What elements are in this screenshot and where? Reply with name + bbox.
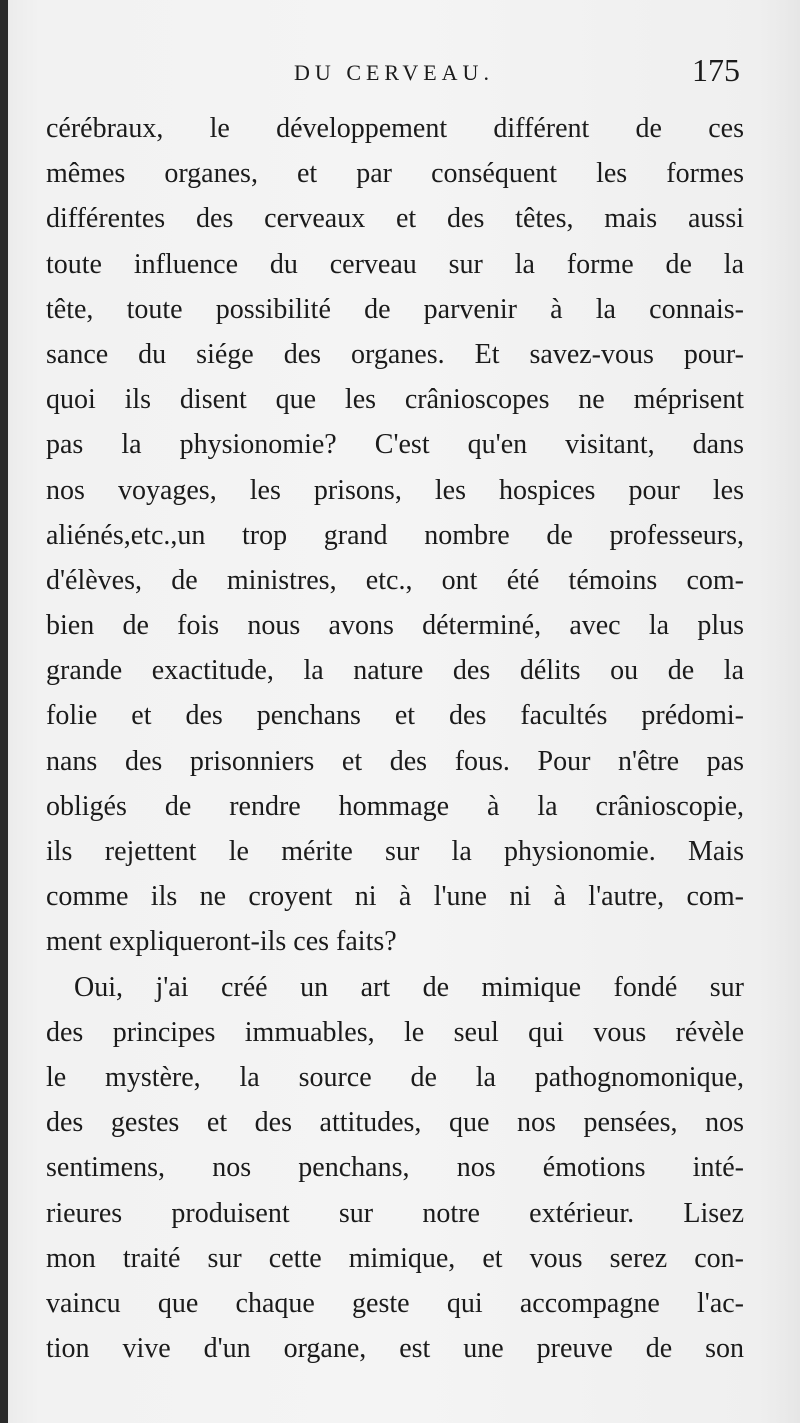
text-line: sentimens, nos penchans, nos émotions inté- (46, 1152, 744, 1184)
body-text (46, 106, 744, 1371)
paragraph-2 (46, 965, 744, 1372)
running-head: DU CERVEAU. (294, 60, 494, 85)
text-line: sance du siége des organes. Et savez-vous pour- (46, 338, 744, 370)
text-line: quoi ils disent que les crânioscopes ne méprisent (46, 384, 744, 416)
text-line: toute influence du cerveau sur la forme de la (46, 248, 744, 280)
text-line: Oui, j'ai créé un art de mimique fondé sur (74, 971, 744, 1003)
text-line: des principes immuables, le seul qui vous révèle (46, 1016, 744, 1048)
paragraph-1 (46, 106, 744, 965)
text-line: obligés de rendre hommage à la crânioscopie, (46, 790, 744, 822)
text-line: tête, toute possibilité de parvenir à la connais- (46, 293, 744, 325)
text-line: mêmes organes, et par conséquent les formes (46, 158, 744, 190)
page-number: 175 (692, 52, 740, 88)
text-line: aliénés,etc.,un trop grand nombre de professeurs, (46, 519, 744, 551)
text-line: ment expliqueront-ils ces faits? (46, 926, 397, 958)
text-line: comme ils ne croyent ni à l'une ni à l'autre, com- (46, 881, 744, 913)
text-line: bien de fois nous avons déterminé, avec la plus (46, 610, 744, 642)
page-edge-shadow (0, 0, 8, 1423)
text-line: des gestes et des attitudes, que nos pensées, nos (46, 1107, 744, 1139)
text-line: grande exactitude, la nature des délits ou de la (46, 655, 744, 687)
text-line: nos voyages, les prisons, les hospices pour les (46, 474, 744, 506)
text-line: folie et des penchans et des facultés prédomi- (46, 700, 744, 732)
text-line: nans des prisonniers et des fous. Pour n'être pas (46, 745, 744, 777)
text-line: ils rejettent le mérite sur la physionomie. Mais (46, 836, 744, 867)
text-line: mon traité sur cette mimique, et vous serez con- (46, 1242, 744, 1274)
text-line: rieures produisent sur notre extérieur. Lisez (46, 1197, 744, 1229)
text-line: pas la physionomie? C'est qu'en visitant, dans (46, 429, 744, 461)
text-line: d'élèves, de ministres, etc., ont été témoins com- (46, 564, 744, 596)
text-line: cérébraux, le développement différent de ces (46, 113, 744, 144)
text-line: différentes des cerveaux et des têtes, mais aussi (46, 203, 744, 235)
text-line: le mystère, la source de la pathognomonique, (46, 1061, 744, 1093)
text-line: vaincu que chaque geste qui accompagne l'ac- (46, 1287, 744, 1319)
text-line: tion vive d'un organe, est une preuve de son (46, 1333, 744, 1365)
page-header (44, 52, 744, 100)
